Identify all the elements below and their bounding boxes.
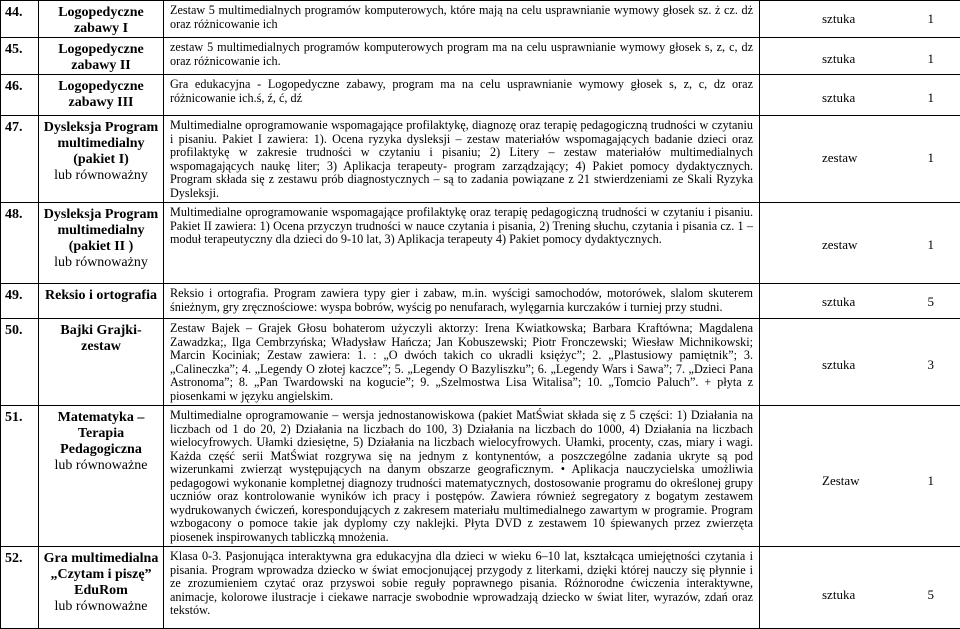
item-description	[164, 319, 760, 406]
item-name-bold: Gra multimedialna „Czytam i piszę” EduRom	[39, 551, 163, 599]
unit-cell	[760, 284, 960, 319]
item-description	[164, 1, 760, 38]
unit-label: sztuka	[822, 90, 855, 106]
row-number: 51.	[1, 406, 39, 547]
unit-cell	[760, 406, 960, 547]
quantity-value: 1	[928, 473, 935, 489]
item-name-suffix: lub równoważne	[39, 458, 163, 474]
unit-cell	[760, 547, 960, 629]
quantity-value: 1	[928, 51, 935, 67]
description-text: Multimedialne oprogramowanie wspomagające profilaktykę, diagnozę oraz terapię pedagogiczną trudności w czytaniu i pisaniu. Pakiet I zawiera: 1). Ocena ryzyka dysleksji – zestaw materiałów wspomagających badanie dzieci oraz profilaktykę w zakresie trudności w czytaniu i pisaniu; 2) Litery – zestaw materiałów multimedialnych wspomagających naukę liter; 3) Aplikacja terapeuty- program zarządzający; 4) Pakiet pomocy dydaktycznych. Program składa się z zestawu prób diagnostycznych – są to zadania powiązane z 21 stwierdzeniami ze Skali Ryzyka Dysleksji.	[170, 119, 753, 200]
quantity-value: 1	[928, 11, 935, 27]
item-name-bold: Matematyka – Terapia Pedagogiczna	[39, 410, 163, 458]
item-name-bold: Bajki Grajki- zestaw	[39, 323, 163, 355]
item-name	[39, 75, 164, 116]
description-text: Reksio i ortografia. Program zawiera typy gier i zabaw, m.in. wyścigi samochodów, motorówek, slalom skuterem śnieżnym, gry zręcznościowe: wyspa bobrów, wyścig po nenufarach, wylęgarnia kurczaków i turniej przy studni.	[170, 287, 753, 314]
row-number: 48.	[1, 203, 39, 284]
description-text: Gra edukacyjna - Logopedyczne zabawy, program ma na celu usprawnianie wymowy głosek s, z, c, dz oraz różnicowanie ich.ś, ź, ć, dź	[170, 78, 753, 105]
item-name	[39, 547, 164, 629]
row-number: 52.	[1, 547, 39, 629]
table-row	[1, 284, 960, 319]
row-number: 45.	[1, 38, 39, 75]
quantity-value: 1	[928, 150, 935, 166]
quantity-value: 5	[928, 587, 935, 603]
table-row	[1, 547, 960, 629]
unit-cell	[760, 319, 960, 406]
unit-label: sztuka	[822, 357, 855, 373]
item-name	[39, 38, 164, 75]
item-name	[39, 203, 164, 284]
item-name-bold: Logopedyczne zabawy III	[39, 79, 163, 111]
quantity-value: 1	[928, 237, 935, 253]
unit-cell	[760, 75, 960, 116]
description-text: zestaw 5 multimedialnych programów komputerowych program ma na celu usprawnianie wymowy głosek s, z, c, dz oraz różnicowanie ich.	[170, 41, 753, 68]
unit-label: Zestaw	[822, 473, 860, 489]
row-number: 49.	[1, 284, 39, 319]
table-row	[1, 1, 960, 38]
item-name-bold: Logopedyczne zabawy I	[39, 5, 163, 37]
row-number: 47.	[1, 116, 39, 203]
item-name-suffix: lub równoważny	[39, 255, 163, 271]
table-row	[1, 116, 960, 203]
table-row	[1, 203, 960, 284]
row-number: 46.	[1, 75, 39, 116]
row-number: 44.	[1, 1, 39, 38]
unit-label: zestaw	[822, 237, 857, 253]
table-row	[1, 38, 960, 75]
unit-label: sztuka	[822, 587, 855, 603]
unit-cell	[760, 203, 960, 284]
table-row	[1, 406, 960, 547]
item-description	[164, 406, 760, 547]
item-name-suffix: lub równoważne	[39, 599, 163, 615]
item-name-bold: Logopedyczne zabawy II	[39, 42, 163, 74]
item-name-suffix: lub równoważny	[39, 168, 163, 184]
item-description	[164, 75, 760, 116]
item-name-bold: Reksio i ortografia	[39, 288, 163, 304]
item-name-bold: Dysleksja Program multimedialny (pakiet II )	[39, 207, 163, 255]
item-description	[164, 284, 760, 319]
item-name	[39, 319, 164, 406]
item-name	[39, 406, 164, 547]
unit-label: sztuka	[822, 51, 855, 67]
item-description	[164, 38, 760, 75]
description-text: Multimedialne oprogramowanie wspomagające profilaktykę oraz terapię pedagogiczną trudności w czytaniu i pisaniu. Pakiet II zawiera: 1) Ocena przyczyn trudności w nauce czytania i pisania, 2) Trening słuchu, czytania i pisania cz. 1 – moduł terapeutyczny dla dzieci do 9-10 lat, 3) Aplikacja terapeuty 4) Pakiet pomocy dydaktycznych.	[170, 206, 753, 247]
item-description	[164, 116, 760, 203]
description-text: Klasa 0-3. Pasjonująca interaktywna gra edukacyjna dla dzieci w wieku 6–10 lat, kształcąca umiejętności czytania i pisania. Program wprowadza dziecko w świat emocjonującej przygody z literkami, dzięki której nauczy się płynnie i ze zrozumieniem czytać oraz przyswoi sobie reguły poprawnego pisania. Różnorodne ćwiczenia interaktywne, animacje, kolorowe ilustracje i ciekawe narracje swobodnie wprowadzają dziecko w świat liter, wyrazów, zdań oraz tekstów.	[170, 550, 753, 618]
unit-label: sztuka	[822, 11, 855, 27]
item-description	[164, 547, 760, 629]
quantity-value: 5	[928, 294, 935, 310]
row-number: 50.	[1, 319, 39, 406]
item-name	[39, 1, 164, 38]
item-description	[164, 203, 760, 284]
table-row	[1, 75, 960, 116]
item-name-bold: Dysleksja Program multimedialny (pakiet I)	[39, 120, 163, 168]
table-row	[1, 319, 960, 406]
unit-cell	[760, 1, 960, 38]
unit-cell	[760, 38, 960, 75]
unit-label: sztuka	[822, 294, 855, 310]
quantity-value: 3	[928, 357, 935, 373]
item-name	[39, 284, 164, 319]
item-name	[39, 116, 164, 203]
description-text: Zestaw Bajek – Grajek Głosu bohaterom użyczyli aktorzy: Irena Kwiatkowska; Barbara Kraftówna; Magdalena Zawadzka;, Ilga Cembrzyńska; Władysław Hańcza; Jan Kobuszewski; Piotr Fronczewski; Wiesław Michnikowski; Marcin Kociniak; Zestaw zawiera: 1. : „O dwóch takich co ukradli księżyc”; 2. „Plastusiowy pamiętnik”; 3. „Calineczka”; 4. „Legendy O złotej kaczce”; 5. „Legendy O Bazyliszku”; 6. „Legendy Wars i Sawa”; 7. „Dzieci Pana Astronoma”; 8. „Pan Twardowski na kogucie”; 9. „Szelmostwa Lisa Witalisa”; 10. „Tomcio Paluch”. + płyta z piosenkami w języku angielskim.	[170, 322, 753, 403]
description-text: Zestaw 5 multimedialnych programów komputerowych, które mają na celu usprawnianie wymowy głosek sz. ż cz. dż oraz różnicowanie ich	[170, 4, 753, 31]
unit-label: zestaw	[822, 150, 857, 166]
quantity-value: 1	[928, 90, 935, 106]
description-text: Multimedialne oprogramowanie – wersja jednostanowiskowa (pakiet MatŚwiat składa się z 5 części: 1) Działania na liczbach od 1 do 20, 2) Działania na liczbach do 100, 3) Działania na liczbach do 1000, 4) Działania na liczbach wielocyfrowych. Ułamki dziesiętne, 5) Działania na liczbach wielocyfrowych. Ułamki, procenty, czas, miary i wagi. Każda część serii MatŚwiat rozgrywa się na jednym z kontynentów, a poszczególne zadania ukryte są pod wizerunkami zwierząt występujących na danym obszarze geograficznym. • Aplikacja nauczycielska umożliwia pedagogowi wykonanie kompletnej diagnozy trudności matematycznych, dostosowanie programu do określonej grupy uczniów oraz kontrolowanie wyników ich pracy i postępów. Zawiera również segregatory z bogatym zestawem wydrukowanych ćwiczeń, korespondujących z zakresem materiału multimedialnego zawartym w programie. Program wzbogacony o pomoce takie jak dyplomy czy naklejki. Płyta DVD z zestawem 10 śpiewanych przez zwierzęta piosenek inspirowanych tabliczką mnożenia.	[170, 409, 753, 544]
unit-cell	[760, 116, 960, 203]
